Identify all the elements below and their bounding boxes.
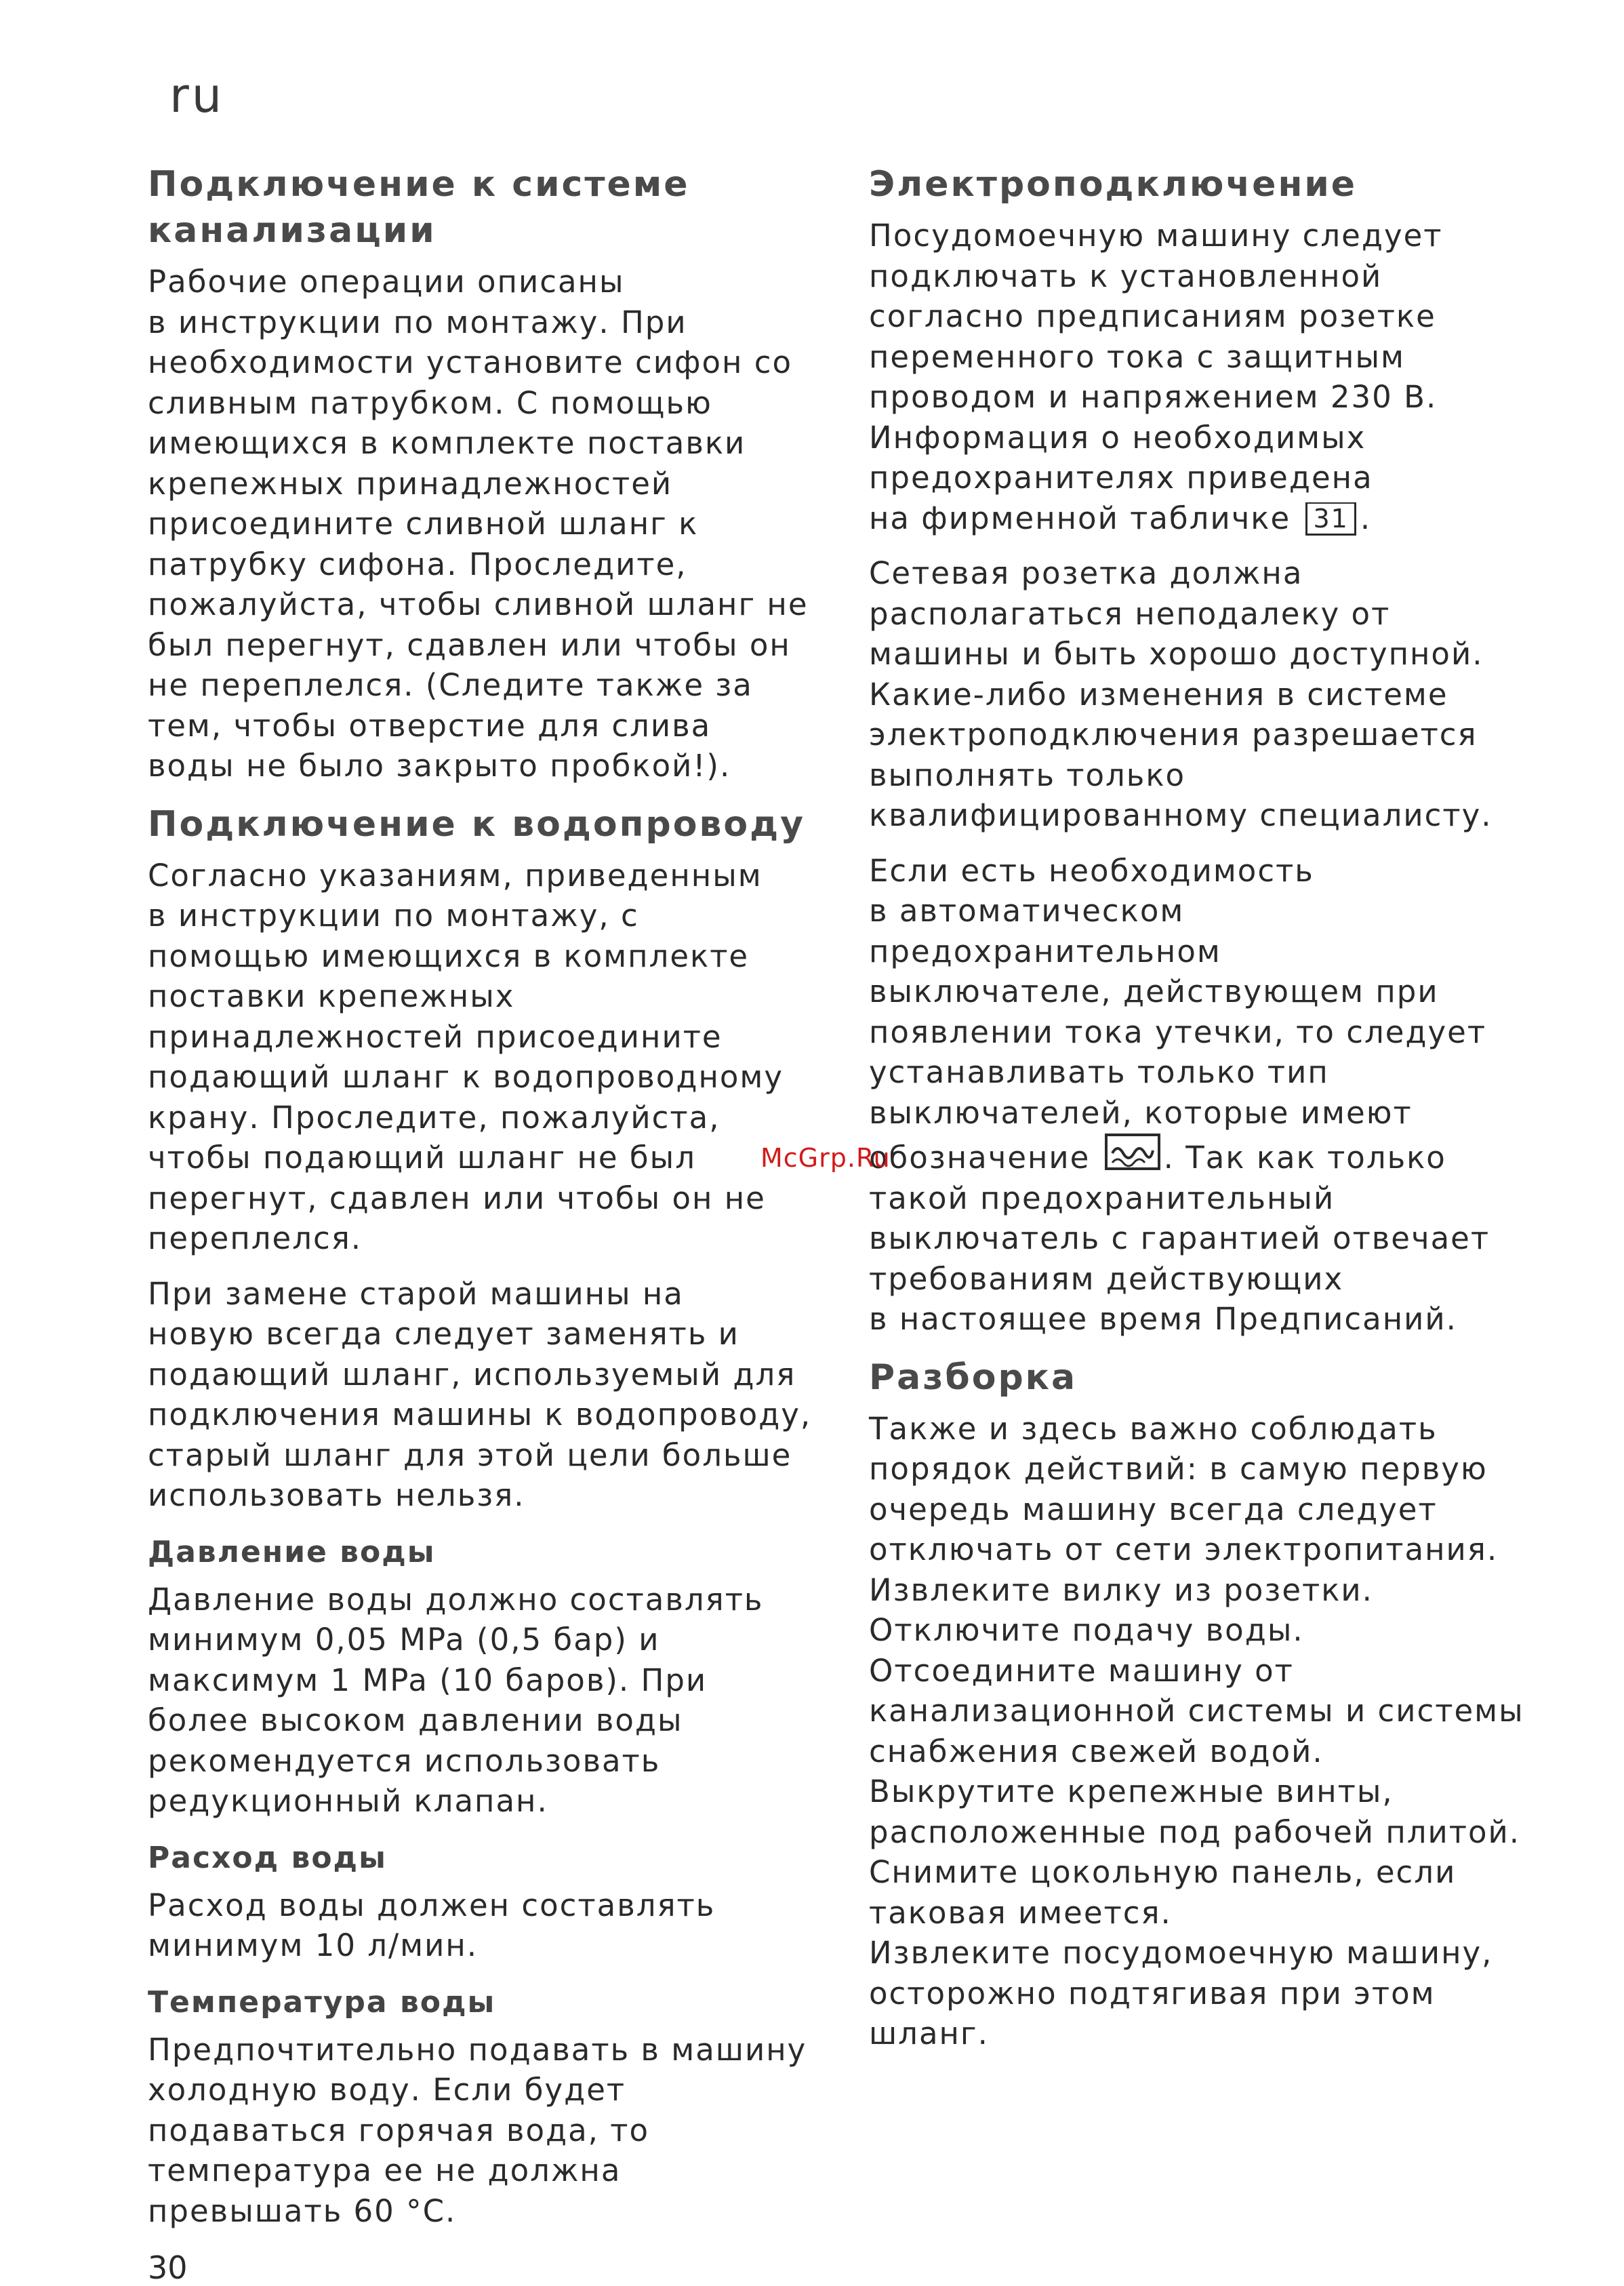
- water-pressure-heading: Давление воды: [148, 1534, 436, 1569]
- right-column: [869, 161, 1547, 2069]
- rcd-requirement-text-end: . Так как только такой предохранительный выключатель с гарантией отвечает требованиям действующих в настоящее время Предписаний.: [869, 1140, 1490, 1337]
- electrical-connection-text-end: .: [1360, 500, 1372, 536]
- drain-connection-heading: Подключение к системе канализации: [148, 164, 690, 251]
- figure-reference-box: 31: [1305, 502, 1356, 536]
- electrical-connection-text-main: Посудомоечную машину следует подключать к установленной согласно предписаниям розетке переменного тока с защитным проводом и напряжением 230 В. Информация о необходимых предохранителях приведена на фирменной табличке: [869, 218, 1443, 536]
- water-connection-text: Согласно указаниям, приведенным в инструкции по монтажу, с помощью имеющихся в комплекте поставки крепежных принадлежностей присоедините подающий шланг к водопроводному крану. Проследите, пожалуйста, чтобы подающий шланг не был перегнут, сдавлен или чтобы он не переплелся.: [148, 857, 784, 1256]
- removal-heading: Разборка: [869, 1357, 1078, 1398]
- hose-replacement-text: При замене старой машины на новую всегда следует заменять и подающий шланг, используемый для подключения машины к водопроводу, старый шланг для этой цели больше использовать нельзя.: [148, 1275, 812, 1513]
- water-connection-heading: Подключение к водопроводу: [148, 803, 806, 845]
- rcd-symbol-icon: [1104, 1133, 1161, 1171]
- site-watermark: McGrp.Ru: [760, 1143, 891, 1173]
- rcd-requirement-text-start: Если есть необходимость в автоматическом предохранительном выключателе, действующем при появлении тока утечки, то следует устанавливать только тип выключателей, которые имеют обозначение: [869, 852, 1487, 1176]
- electrical-connection-heading: Электроподключение: [869, 164, 1358, 205]
- water-pressure-text: Давление воды должно составлять минимум 0,05 MPa (0,5 бар) и максимум 1 MPa (10 баров). При более высоком давлении воды рекомендуется использовать редукционный клапан.: [148, 1581, 764, 1819]
- drain-connection-text: Рабочие операции описаны в инструкции по монтажу. При необходимости установите сифон со сливным патрубком. С помощью имеющихся в комплекте поставки крепежных принадлежностей присоедините сливной шланг к патрубку сифона. Проследите, пожалуйста, чтобы сливной шланг не был перегнут, сдавлен или чтобы он не переплелся. (Следите также за тем, чтобы отверстие для слива воды не было закрыто пробкой!).: [148, 264, 809, 784]
- water-flow-heading: Расход воды: [148, 1840, 387, 1875]
- water-temperature-text: Предпочтительно подавать в машину холодную воду. Если будет подаваться горячая вода, то температура ее не должна превышать 60 °C.: [148, 2031, 807, 2229]
- removal-text: Также и здесь важно соблюдать порядок действий: в самую первую очередь машину всегда следует отключать от сети электропитания. Извлеките вилку из розетки. Отключите подачу воды. Отсоедините машину от канализационной системы и системы снабжения свежей водой. Выкрутите крепежные винты, расположенные под рабочей плитой. Снимите цокольную панель, если таковая имеется. Извлеките посудомоечную машину, осторожно подтягивая при этом шланг.: [869, 1410, 1524, 2051]
- page-number: 30: [148, 2249, 188, 2286]
- language-code: ru: [169, 68, 225, 123]
- water-flow-text: Расход воды должен составлять минимум 10 л/мин.: [148, 1887, 716, 1963]
- water-temperature-heading: Температура воды: [148, 1984, 496, 2020]
- electrical-connection-text: [869, 216, 1547, 538]
- socket-location-text: Сетевая розетка должна располагаться неподалеку от машины и быть хорошо доступной. Какие-либо изменения в системе электроподключения разрешается выполнять только квалифицированному специалисту.: [869, 555, 1493, 833]
- left-column: [148, 161, 826, 2246]
- rcd-requirement-text: [869, 851, 1547, 1340]
